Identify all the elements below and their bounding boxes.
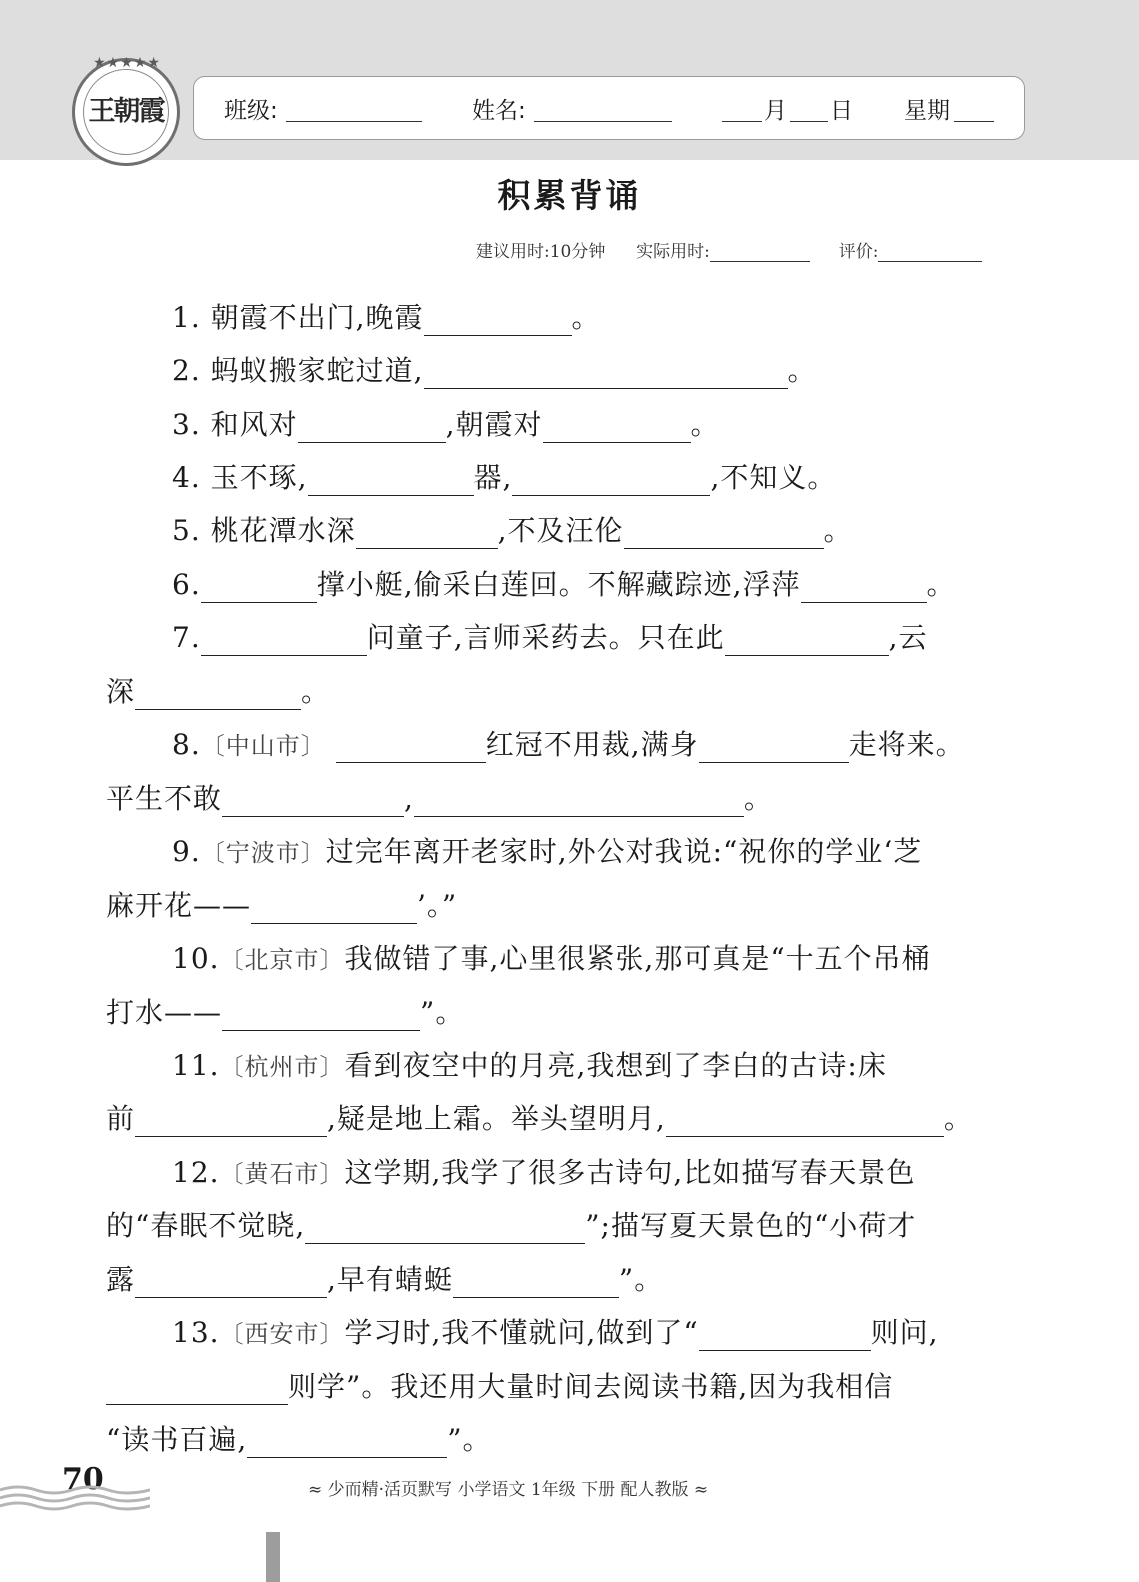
answer-blank[interactable]	[356, 518, 498, 549]
answer-blank[interactable]	[247, 1427, 447, 1458]
star-icon: ★★★★★	[93, 55, 161, 71]
answer-blank[interactable]	[624, 518, 824, 549]
answer-blank[interactable]	[222, 1000, 420, 1031]
answer-blank[interactable]	[666, 1106, 944, 1137]
answer-blank[interactable]	[135, 1267, 327, 1298]
question-5: 5. 桃花潭水深 ,不及汪伦 。	[172, 514, 853, 547]
source-tag: 〔北京市〕	[219, 946, 345, 974]
student-info-box	[193, 76, 1025, 140]
name-field[interactable]	[534, 97, 672, 122]
question-2: 2. 蚂蚁搬家蛇过道, 。	[172, 354, 817, 387]
source-tag: 〔杭州市〕	[219, 1053, 345, 1081]
answer-blank[interactable]	[453, 1267, 619, 1298]
answer-blank[interactable]	[201, 625, 367, 656]
logo-text: 王朝霞	[88, 96, 164, 127]
actual-time-field[interactable]	[710, 243, 810, 262]
answer-blank[interactable]	[414, 786, 744, 817]
weekday-field[interactable]	[954, 97, 994, 122]
question-8-cont: 平生不敢 , 。	[106, 782, 773, 815]
answer-blank[interactable]	[135, 1106, 327, 1137]
question-1: 1. 朝霞不出门,晚霞 。	[172, 301, 601, 334]
question-12-cont2: 露 ,早有蜻蜓 ”。	[106, 1263, 664, 1296]
answer-blank[interactable]	[512, 465, 710, 496]
page-number: 70	[62, 1462, 104, 1497]
timing-row	[476, 237, 982, 262]
question-8: 8.〔中山市〕 红冠不用裁,满身 走将来。	[172, 728, 965, 761]
answer-blank[interactable]	[201, 572, 317, 603]
day-label: 日	[830, 98, 853, 124]
answer-blank[interactable]	[801, 572, 927, 603]
answer-blank[interactable]	[305, 1213, 585, 1244]
answer-blank[interactable]	[336, 732, 486, 763]
page-edge-tab	[266, 1532, 280, 1582]
source-tag: 〔中山市〕	[200, 732, 326, 760]
rating-label: 评价:	[838, 242, 879, 262]
answer-blank[interactable]	[251, 893, 417, 924]
brand-logo	[72, 55, 180, 166]
answer-blank[interactable]	[725, 625, 889, 656]
question-12-cont: 的“春眠不觉晓, ”;描写夏天景色的“小荷才	[106, 1209, 917, 1242]
answer-blank[interactable]	[135, 679, 301, 710]
source-tag: 〔黄石市〕	[219, 1160, 345, 1188]
source-tag: 〔西安市〕	[219, 1320, 345, 1348]
question-12: 12.〔黄石市〕这学期,我学了很多古诗句,比如描写春天景色	[172, 1156, 916, 1189]
question-11-cont: 前 ,疑是地上霜。举头望明月, 。	[106, 1102, 973, 1135]
month-field[interactable]	[722, 97, 762, 122]
question-6: 6. 撑小艇,偷采白莲回。不解藏踪迹,浮萍 。	[172, 568, 956, 601]
suggested-time: 建议用时:10分钟	[476, 242, 606, 262]
answer-blank[interactable]	[106, 1374, 288, 1405]
answer-blank[interactable]	[699, 1320, 871, 1351]
day-field[interactable]	[790, 97, 828, 122]
question-13-cont: 则学”。我还用大量时间去阅读书籍,因为我相信	[106, 1365, 893, 1405]
class-field[interactable]	[286, 97, 422, 122]
series-footer: ≈ 少而精·活页默写 小学语文 1年级 下册 配人教版 ≈	[308, 1480, 709, 1500]
question-7-cont: 深 。	[106, 675, 331, 708]
answer-blank[interactable]	[308, 465, 474, 496]
month-label: 月	[764, 98, 787, 124]
answer-blank[interactable]	[298, 412, 446, 443]
question-10-cont: 打水—— ”。	[106, 996, 465, 1029]
question-7: 7. 问童子,言师采药去。只在此 ,云	[172, 621, 928, 654]
question-11: 11.〔杭州市〕看到夜空中的月亮,我想到了李白的古诗:床	[172, 1049, 887, 1082]
wave-decoration-icon	[0, 1482, 150, 1512]
answer-blank[interactable]	[699, 732, 849, 763]
question-9-cont: 麻开花—— ’。”	[106, 889, 458, 922]
source-tag: 〔宁波市〕	[200, 839, 326, 867]
answer-blank[interactable]	[424, 358, 788, 389]
question-10: 10.〔北京市〕我做错了事,心里很紧张,那可真是“十五个吊桶	[172, 942, 931, 975]
answer-blank[interactable]	[222, 786, 404, 817]
actual-time-label: 实际用时:	[636, 242, 710, 262]
question-3: 3. 和风对 ,朝霞对 。	[172, 408, 720, 441]
question-9: 9.〔宁波市〕过完年离开老家时,外公对我说:“祝你的学业‘芝	[172, 835, 923, 868]
answer-blank[interactable]	[424, 305, 572, 336]
name-label: 姓名:	[472, 98, 526, 124]
weekday-label: 星期	[904, 98, 950, 124]
question-13-cont2: “读书百遍, ”。	[106, 1423, 492, 1456]
page-title: 积累背诵	[497, 176, 642, 215]
question-13: 13.〔西安市〕学习时,我不懂就问,做到了“ 则问,	[172, 1316, 939, 1349]
answer-blank[interactable]	[543, 412, 691, 443]
rating-field[interactable]	[878, 243, 982, 262]
class-label: 班级:	[224, 98, 278, 124]
question-4: 4. 玉不琢, 器, ,不知义。	[172, 461, 837, 494]
